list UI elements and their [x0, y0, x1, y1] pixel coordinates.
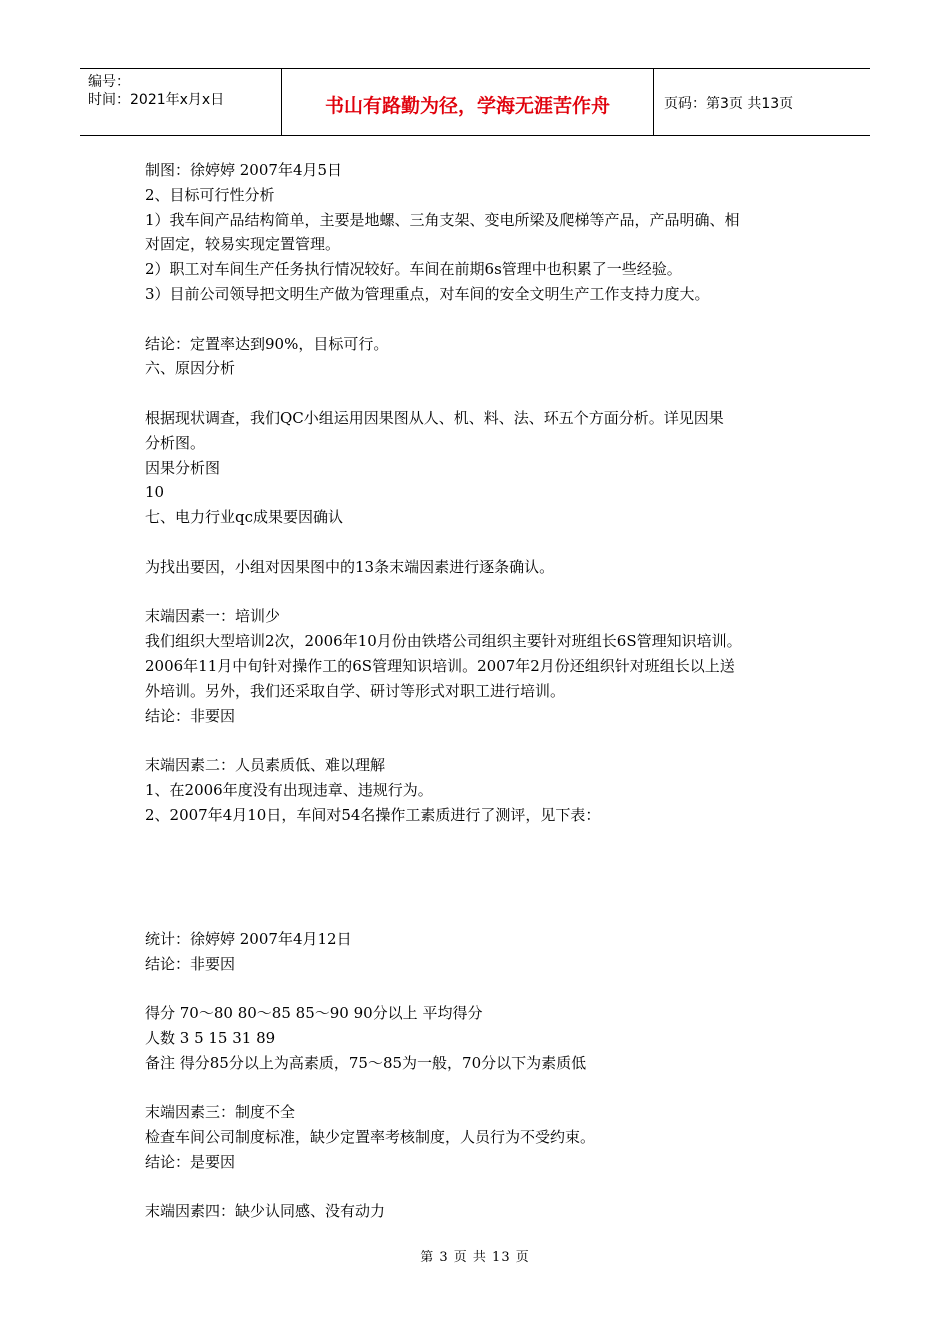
body-line: 备注 得分85分以上为高素质，75～85为一般，70分以下为素质低	[145, 1053, 587, 1072]
body-line: 10	[145, 483, 165, 502]
body-line: 3）目前公司领导把文明生产做为管理重点，对车间的安全文明生产工作支持力度大。	[145, 284, 710, 303]
header-meta	[80, 69, 282, 135]
body-line: 2）职工对车间生产任务执行情况较好。车间在前期6s管理中也积累了一些经验。	[145, 260, 682, 279]
header-page-code: 页码：第3页 共13页	[664, 96, 794, 112]
blank-line	[145, 902, 815, 927]
body-line: 2、2007年4月10日，车间对54名操作工素质进行了测评，见下表：	[145, 805, 601, 824]
page-header	[80, 68, 870, 136]
body-line: 末端因素二：人员素质低、难以理解	[145, 756, 386, 775]
blank-line	[145, 877, 815, 902]
body-line: 分析图。	[145, 433, 206, 452]
body-line: 人数 3 5 15 31 89	[145, 1028, 276, 1047]
body-line: 对固定，较易实现定置管理。	[145, 235, 341, 254]
body-line: 结论：非要因	[145, 706, 236, 725]
body-line: 末端因素一：培训少	[145, 607, 281, 626]
header-motto: 书山有路勤为径，学海无涯苦作舟	[282, 69, 654, 135]
body-line: 末端因素三：制度不全	[145, 1103, 296, 1122]
body-line: 根据现状调查，我们QC小组运用因果图从人、机、料、法、环五个方面分析。详见因果	[145, 408, 724, 427]
time-label: 时间：2021年x月x日	[88, 92, 225, 108]
blank-line	[145, 976, 815, 1001]
blank-line	[145, 828, 815, 853]
body-line: 结论：定置率达到90%，目标可行。	[145, 334, 389, 353]
blank-line	[145, 728, 815, 753]
blank-line	[145, 530, 815, 555]
number-label: 编号：	[88, 74, 130, 90]
body-line: 我们组织大型培训2次，2006年10月份由铁塔公司组织主要针对班组长6S管理知识培训。	[145, 632, 742, 651]
body-line: 2、目标可行性分析	[145, 185, 275, 204]
body-line: 六、原因分析	[145, 359, 236, 378]
body-line: 统计：徐婷婷 2007年4月12日	[145, 929, 352, 948]
body-line: 结论：是要因	[145, 1152, 236, 1171]
body-line: 为找出要因，小组对因果图中的13条末端因素进行逐条确认。	[145, 557, 555, 576]
blank-line	[145, 1075, 815, 1100]
body-line: 因果分析图	[145, 458, 221, 477]
blank-line	[145, 580, 815, 605]
body-line: 得分 70～80 80～85 85～90 90分以上 平均得分	[145, 1004, 483, 1023]
body-line: 检查车间公司制度标准，缺少定置率考核制度，人员行为不受约束。	[145, 1128, 596, 1147]
blank-line	[145, 852, 815, 877]
blank-line	[145, 381, 815, 406]
body-line: 七、电力行业qc成果要因确认	[145, 508, 344, 527]
blank-line	[145, 307, 815, 332]
blank-line	[145, 1175, 815, 1200]
body-line: 结论：非要因	[145, 954, 236, 973]
body-line: 制图：徐婷婷 2007年4月5日	[145, 161, 343, 179]
body-line: 1）我车间产品结构简单，主要是地螺、三角支架、变电所梁及爬梯等产品，产品明确、相	[145, 210, 740, 229]
body-line: 外培训。另外，我们还采取自学、研讨等形式对职工进行培训。	[145, 681, 566, 700]
body-line: 末端因素四：缺少认同感、没有动力	[145, 1202, 386, 1221]
body-line: 1、在2006年度没有出现违章、违规行为。	[145, 780, 433, 799]
document-body	[145, 158, 815, 1224]
page-footer: 第 3 页 共 13 页	[420, 1250, 530, 1265]
body-line: 2006年11月中旬针对操作工的6S管理知识培训。2007年2月份还组织针对班组长以上送	[145, 656, 735, 675]
